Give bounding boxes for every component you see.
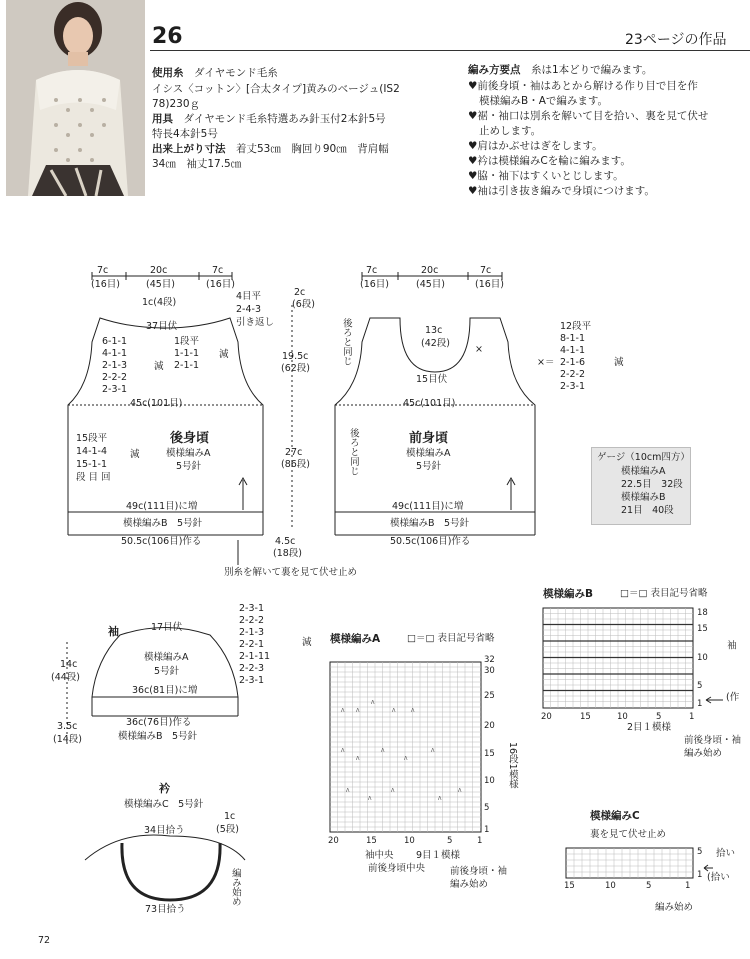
point-4: ♥衿は模様編みCを輪に編みます。 bbox=[468, 155, 631, 167]
sleeve-label: 袖 bbox=[108, 625, 119, 638]
chart-b-two-stitch: 2目１模様 bbox=[627, 722, 672, 733]
size-detail-1: 着丈53㎝ 胸回り90㎝ 背肩幅 bbox=[236, 143, 389, 155]
back-top-right-stitches: (16目) bbox=[206, 279, 236, 290]
back-side-dec-label: 減 bbox=[130, 449, 140, 460]
front-increase: 49c(111目)に増 bbox=[392, 501, 464, 512]
sleeve-cap-5: 2-2-3 bbox=[239, 663, 264, 674]
points-title: 編み方要点 bbox=[468, 64, 521, 76]
front-neck-dec-4: 2-2-2 bbox=[560, 369, 585, 380]
back-arm-dec-0: 6-1-1 bbox=[102, 336, 127, 347]
back-arm-dec-3: 2-2-2 bbox=[102, 372, 127, 383]
chart-c-title: 模様編みC bbox=[590, 810, 640, 822]
chart-b-title: 模様編みB bbox=[543, 588, 594, 600]
collar-height: 1c bbox=[224, 811, 236, 822]
gauge-b-label: 模様編みB bbox=[621, 492, 666, 503]
chart-b-row-5: 5 bbox=[697, 681, 703, 691]
svg-text:ᐱ: ᐱ bbox=[411, 708, 415, 714]
svg-text:ᐱ: ᐱ bbox=[381, 748, 385, 754]
back-side-dec-0: 15段平 bbox=[76, 433, 108, 444]
chart-a-row-30: 30 bbox=[484, 666, 495, 676]
chart-a-col-10: 10 bbox=[404, 836, 415, 846]
point-1: ♥前後身頃・袖はあとから解ける作り目で目を作 bbox=[468, 80, 698, 92]
front-neck-dec-label: 減 bbox=[614, 357, 624, 368]
front-neck-dec-1: 8-1-1 bbox=[560, 333, 585, 344]
sleeve-hem-height: 3.5c bbox=[57, 721, 78, 732]
front-neck-depth-rows: (42段) bbox=[421, 338, 451, 349]
points-intro: 糸は1本どりで編みます。 bbox=[531, 64, 653, 76]
back-hem-height: 4.5c bbox=[275, 536, 296, 547]
chart-b-legend: □＝□ 表目記号省略 bbox=[620, 588, 708, 599]
sleeve-increase: 36c(81目)に増 bbox=[132, 685, 198, 696]
chart-c-pick-2: (拾い bbox=[707, 872, 730, 883]
chart-c-row-5: 5 bbox=[697, 847, 703, 857]
back-hem-height-rows: (18段) bbox=[273, 548, 303, 559]
chart-c-col-10: 10 bbox=[605, 881, 616, 891]
svg-text:ᐱ: ᐱ bbox=[368, 796, 372, 802]
gauge-a-label: 模様編みA bbox=[621, 466, 666, 477]
size-label: 出来上がり寸法 bbox=[152, 143, 226, 155]
svg-text:ᐱ: ᐱ bbox=[341, 708, 345, 714]
front-neck-x-mark: × bbox=[475, 344, 483, 355]
point-3: ♥肩はかぶせはぎをします。 bbox=[468, 140, 603, 152]
chart-a-repeat: 16段1模様 bbox=[506, 742, 518, 789]
tools-label: 用具 bbox=[152, 113, 173, 125]
front-pattern: 模様編みA bbox=[406, 448, 451, 459]
sleeve-cap-2: 2-1-3 bbox=[239, 627, 264, 638]
collar-bottom-pickup: 73目拾う bbox=[145, 904, 186, 915]
sleeve-cap-height-rows: (44段) bbox=[51, 672, 81, 683]
sleeve-cap-label: 減 bbox=[302, 637, 312, 648]
back-side-dec-3: 段 目 回 bbox=[76, 472, 111, 483]
back-top-left: 7c bbox=[97, 265, 109, 276]
back-side-top-rows: (6段) bbox=[292, 299, 315, 310]
front-top-right-stitches: (16目) bbox=[475, 279, 505, 290]
chart-b-row-18: 18 bbox=[697, 608, 708, 618]
svg-text:ᐱ: ᐱ bbox=[356, 756, 360, 762]
front-neck-bind: 15目伏 bbox=[416, 374, 448, 385]
yarn-brand: ダイヤモンド毛糸 bbox=[194, 67, 278, 79]
chart-a-row-1: 1 bbox=[484, 825, 490, 835]
back-body-height: 27c bbox=[285, 447, 303, 458]
back-neck-bind: 37目伏 bbox=[146, 321, 178, 332]
chart-b-row-15: 15 bbox=[697, 624, 708, 634]
chart-a-col-20: 20 bbox=[328, 836, 339, 846]
sleeve-cast-on: 36c(76目)作る bbox=[126, 717, 192, 728]
back-neck-dec-label: 減 bbox=[219, 349, 229, 360]
back-top-left-stitches: (16目) bbox=[91, 279, 121, 290]
chart-a-body-center: 前後身頃中央 bbox=[368, 863, 426, 874]
sleeve-cap-6: 2-3-1 bbox=[239, 675, 264, 686]
collar-start: 編み始め bbox=[229, 868, 241, 906]
collar-label: 衿 bbox=[159, 782, 170, 795]
collar-band bbox=[122, 843, 220, 900]
chart-b-col-1: 1 bbox=[689, 712, 695, 722]
point-6: ♥袖は引き抜き編みで身頃につけます。 bbox=[468, 185, 655, 197]
front-same-as-back: 後ろと同じ bbox=[340, 318, 352, 366]
tools-detail-1: ダイヤモンド毛糸特選あみ針玉付2本針5号 bbox=[183, 113, 386, 125]
front-neck-dec-2: 4-1-1 bbox=[560, 345, 585, 356]
point-2: ♥裾・袖口は別糸を解いて目を拾い、裏を見て伏せ bbox=[468, 110, 709, 122]
chart-a-row-25: 25 bbox=[484, 691, 495, 701]
svg-text:ᐱ: ᐱ bbox=[392, 708, 396, 714]
gauge-b-value: 21目 40段 bbox=[621, 505, 674, 516]
chart-a-col-1: 1 bbox=[477, 836, 483, 846]
point-1b: 模様編みB・Aで編みます。 bbox=[479, 95, 609, 107]
front-needle: 5号針 bbox=[416, 461, 442, 472]
sleeve-cap-4: 2-1-11 bbox=[239, 651, 271, 662]
back-side-top: 2c bbox=[294, 287, 306, 298]
chart-a-row-10: 10 bbox=[484, 776, 495, 786]
chart-a-row-15: 15 bbox=[484, 749, 495, 759]
sleeve-cap-0: 2-3-1 bbox=[239, 603, 264, 614]
front-same-as-back-2: 後ろと同じ bbox=[347, 428, 359, 476]
back-needle: 5号針 bbox=[176, 461, 202, 472]
chart-b-col-20: 20 bbox=[541, 712, 552, 722]
back-cast-on: 50.5c(106目)作る bbox=[121, 536, 202, 547]
sleeve-cap-1: 2-2-2 bbox=[239, 615, 264, 626]
back-top-right: 7c bbox=[212, 265, 224, 276]
sleeve-pattern: 模様編みA bbox=[144, 652, 189, 663]
back-neck-dec-0: 1段平 bbox=[174, 336, 200, 347]
svg-text:ᐱ: ᐱ bbox=[341, 748, 345, 754]
back-width: 45c(101目) bbox=[130, 398, 183, 409]
front-top-right: 7c bbox=[480, 265, 492, 276]
sleeve-cap-3: 2-2-1 bbox=[239, 639, 264, 650]
chart-a-start-2: 編み始め bbox=[450, 879, 489, 890]
back-arm-height-rows: (62段) bbox=[281, 363, 311, 374]
chart-a-symbols bbox=[341, 700, 462, 802]
page-reference: 23ページの作品 bbox=[625, 32, 727, 48]
back-shoulder-3: 引き返し bbox=[236, 317, 275, 328]
collar-height-rows: (5段) bbox=[216, 824, 239, 835]
chart-a-col-15: 15 bbox=[366, 836, 377, 846]
back-arm-dec-1: 4-1-1 bbox=[102, 348, 127, 359]
back-hem-pattern: 模様編みB 5号針 bbox=[123, 518, 203, 529]
size-detail-2: 34㎝ 袖丈17.5㎝ bbox=[152, 158, 242, 170]
back-neck-depth: 1c(4段) bbox=[142, 297, 177, 308]
page-number: 72 bbox=[38, 935, 51, 946]
svg-text:ᐱ: ᐱ bbox=[431, 748, 435, 754]
front-top-mid: 20c bbox=[421, 265, 439, 276]
chart-b-make: (作 bbox=[726, 692, 740, 703]
back-arm-dec-4: 2-3-1 bbox=[102, 384, 127, 395]
chart-a-col-5: 5 bbox=[447, 836, 453, 846]
yarn-detail-2: 78)230ｇ bbox=[152, 98, 200, 110]
chart-c-col-1: 1 bbox=[685, 881, 691, 891]
chart-a-row-20: 20 bbox=[484, 721, 495, 731]
svg-text:ᐱ: ᐱ bbox=[371, 700, 375, 706]
back-side-dec-1: 14-1-4 bbox=[76, 446, 108, 457]
gauge-title: ゲージ（10cm四方） bbox=[597, 452, 690, 463]
front-top-left: 7c bbox=[366, 265, 378, 276]
point-2b: 止めします。 bbox=[479, 125, 542, 137]
svg-text:ᐱ: ᐱ bbox=[346, 788, 350, 794]
back-body-height-rows: (86段) bbox=[281, 459, 311, 470]
sleeve-top-bind: 17目伏 bbox=[151, 622, 183, 633]
tools-detail-2: 特長4本針5号 bbox=[152, 128, 218, 140]
collar-top-pickup: 34目拾う bbox=[144, 825, 185, 836]
chart-b-col-5: 5 bbox=[656, 712, 662, 722]
yarn-label: 使用糸 bbox=[152, 67, 184, 79]
back-neck-dec-1: 1-1-1 bbox=[174, 348, 199, 359]
svg-text:ᐱ: ᐱ bbox=[438, 796, 442, 802]
chart-b-row-1: 1 bbox=[697, 699, 703, 709]
chart-a-start-1: 前後身頃・袖 bbox=[450, 866, 508, 877]
front-top-mid-stitches: (45目) bbox=[416, 279, 446, 290]
gauge-box bbox=[591, 447, 691, 525]
back-arm-dec-label: 減 bbox=[154, 361, 164, 372]
sleeve-hem-pattern: 模様編みB 5号針 bbox=[118, 731, 198, 742]
chart-c-grid bbox=[566, 848, 693, 878]
back-arm-dec-2: 2-1-3 bbox=[102, 360, 127, 371]
front-neck-depth: 13c bbox=[425, 325, 443, 336]
back-top-mid: 20c bbox=[150, 265, 168, 276]
svg-text:ᐱ: ᐱ bbox=[391, 788, 395, 794]
sleeve-hem-height-rows: (14段) bbox=[53, 734, 83, 745]
chart-a-title: 模様編みA bbox=[330, 633, 381, 645]
chart-c-col-15: 15 bbox=[564, 881, 575, 891]
front-neck-dec-5: 2-3-1 bbox=[560, 381, 585, 392]
chart-a-sleeve-center: 袖中央 bbox=[365, 850, 394, 861]
front-top-left-stitches: (16目) bbox=[360, 279, 390, 290]
chart-c-col-5: 5 bbox=[646, 881, 652, 891]
pattern-number: 26 bbox=[152, 24, 183, 49]
sleeve-needle: 5号針 bbox=[154, 666, 180, 677]
front-hem-pattern: 模様編みB 5号針 bbox=[390, 518, 470, 529]
collar-pattern: 模様編みC 5号針 bbox=[124, 799, 204, 810]
chart-b-col-15: 15 bbox=[580, 712, 591, 722]
chart-b-row-10: 10 bbox=[697, 653, 708, 663]
chart-a-row-5: 5 bbox=[484, 803, 490, 813]
back-neck-dec-2: 2-1-1 bbox=[174, 360, 199, 371]
front-title: 前身頃 bbox=[409, 431, 449, 446]
gauge-a-value: 22.5目 32段 bbox=[621, 479, 683, 490]
svg-text:ᐱ: ᐱ bbox=[404, 756, 408, 762]
front-neck-dec-3: 2-1-6 bbox=[560, 357, 585, 368]
chart-c-row-1: 1 bbox=[697, 870, 703, 880]
sleeve-cap-height: 14c bbox=[60, 659, 78, 670]
chart-c-pick: 拾い bbox=[716, 848, 736, 859]
chart-a-nine-stitch: 9目１模様 bbox=[416, 850, 461, 861]
chart-a-legend: □＝□ 表目記号省略 bbox=[407, 633, 495, 644]
front-cast-on: 50.5c(106目)作る bbox=[390, 536, 471, 547]
front-neck-x-legend: ×＝ bbox=[537, 357, 555, 368]
back-side-dec-2: 15-1-1 bbox=[76, 459, 108, 470]
unravel-note: 別糸を解いて裏を見て伏せ止め bbox=[224, 567, 358, 578]
back-title: 後身頃 bbox=[170, 431, 210, 446]
chart-b-sleeve-mark: 袖 bbox=[724, 640, 736, 650]
chart-c-start: 編み始め bbox=[655, 902, 694, 913]
chart-b-col-10: 10 bbox=[617, 712, 628, 722]
yarn-detail-1: イシス〈コットン〉[合太タイプ]黄みのベージュ(IS2 bbox=[152, 83, 400, 95]
chart-c-top-note: 裏を見て伏せ止め bbox=[590, 829, 667, 840]
back-pattern: 模様編みA bbox=[166, 448, 211, 459]
point-5: ♥脇・袖下はすくいとじします。 bbox=[468, 170, 624, 182]
svg-text:ᐱ: ᐱ bbox=[458, 788, 462, 794]
back-shoulder-2: 2-4-3 bbox=[236, 304, 261, 315]
back-shoulder: 4目平 bbox=[236, 291, 262, 302]
front-width: 45c(101目) bbox=[403, 398, 456, 409]
svg-text:ᐱ: ᐱ bbox=[356, 708, 360, 714]
chart-a-row-32: 32 bbox=[484, 655, 495, 665]
front-neck-dec-0: 12段平 bbox=[560, 321, 592, 332]
chart-b-start-1: 前後身頃・袖 bbox=[684, 735, 742, 746]
back-arm-height: 19.5c bbox=[282, 351, 309, 362]
back-increase: 49c(111目)に増 bbox=[126, 501, 198, 512]
chart-b-start-2: 編み始め bbox=[684, 748, 723, 759]
back-top-mid-stitches: (45目) bbox=[146, 279, 176, 290]
